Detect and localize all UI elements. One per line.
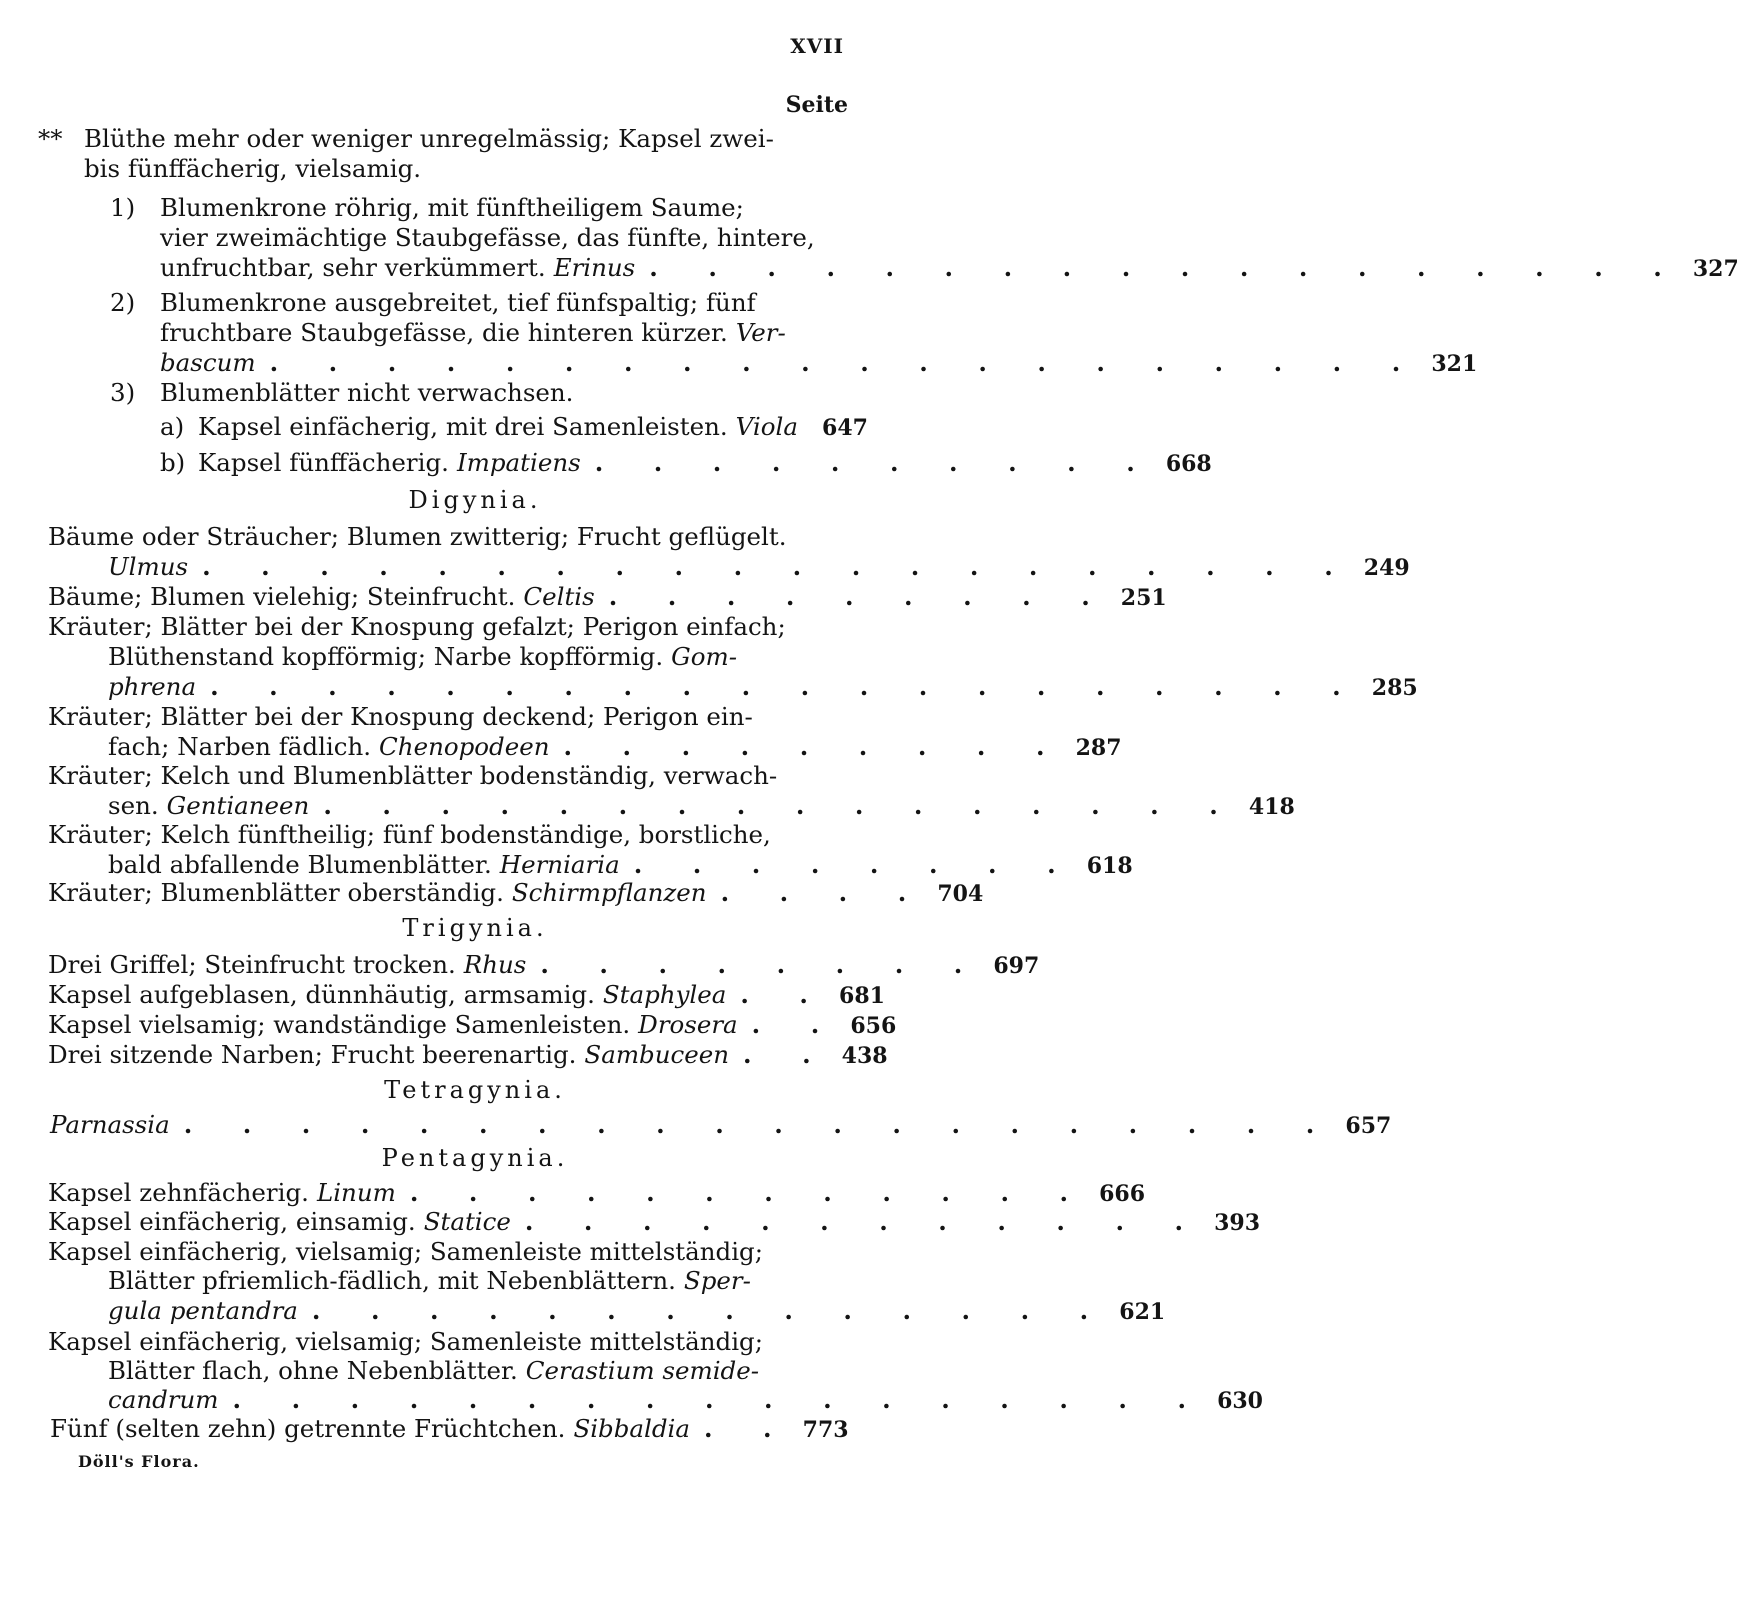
entry-line-with-ref: candrum . . . . . . . . . . . . . . . . . 630	[108, 1385, 1263, 1414]
page-ref: 666	[1099, 1181, 1146, 1207]
entry-line-with-ref: Drei Griffel; Steinfrucht trocken. Rhus . . . . . . . . 697	[48, 950, 1040, 979]
page-ref: 668	[1165, 451, 1212, 477]
entry-line-with-ref: Kapsel einfächerig, einsamig. Statice . . . . . . . . . . . . 393	[48, 1207, 1261, 1236]
page-ref: 630	[1217, 1388, 1263, 1414]
entry-line: Bäume oder Sträucher; Blumen zwitterig; Frucht geflügelt.	[48, 522, 787, 551]
entry-line-with-ref: Kapsel vielsamig; wandständige Samenleisten. Drosera . . 656	[48, 1010, 897, 1039]
page-ref: 621	[1119, 1299, 1166, 1325]
item-number: 3)	[110, 378, 136, 407]
subitem-letter: b)	[160, 448, 186, 477]
entry-line-with-ref: Kapsel einfächerig, mit drei Samenleisten. Viola 647	[198, 412, 868, 441]
double-asterisk-marker: **	[38, 124, 63, 153]
entry-line-with-ref: bald abfallende Blumenblätter. Herniaria . . . . . . . . 618	[108, 850, 1133, 879]
entry-line-with-ref: fach; Narben fädlich. Chenopodeen . . . . . . . . . 287	[108, 732, 1122, 761]
entry-line: vier zweimächtige Staubgefässe, das fünfte, hintere,	[160, 223, 815, 252]
section-heading-digynia: Digynia.	[408, 486, 542, 514]
page-ref: 657	[1345, 1113, 1392, 1139]
column-header-seite: Seite	[785, 92, 848, 118]
entry-line: Blüthenstand kopfförmig; Narbe kopfförmig. Gom-	[108, 642, 737, 671]
entry-line: Blätter pfriemlich-fädlich, mit Nebenblättern. Sper-	[108, 1266, 751, 1295]
entry-line-with-ref: Kapsel zehnfächerig. Linum . . . . . . . . . . . . 666	[48, 1178, 1146, 1207]
entry-line: Blumenblätter nicht verwachsen.	[160, 378, 574, 407]
entry-line: Kräuter; Blätter bei der Knospung gefalzt; Perigon einfach;	[48, 612, 786, 641]
entry-line: Blätter flach, ohne Nebenblätter. Cerastium semide-	[108, 1356, 759, 1385]
entry-line: Kapsel einfächerig, vielsamig; Samenleiste mittelständig;	[48, 1327, 763, 1356]
entry-line-with-ref: Bäume; Blumen vielehig; Steinfrucht. Celtis . . . . . . . . . 251	[48, 582, 1167, 611]
entry-line-with-ref: Kräuter; Blumenblätter oberständig. Schirmpflanzen . . . . 704	[48, 878, 984, 907]
entry-line-with-ref: unfruchtbar, sehr verkümmert. Erinus . . . . . . . . . . . . . . . . . . 327	[160, 253, 1739, 282]
entry-line: Blumenkrone röhrig, mit fünftheiligem Saume;	[160, 193, 744, 222]
page-ref: 321	[1431, 351, 1478, 377]
entry-line: bis fünffächerig, vielsamig.	[84, 154, 422, 183]
page-ref: 618	[1086, 853, 1133, 879]
entry-line-with-ref: sen. Gentianeen . . . . . . . . . . . . . . . . 418	[108, 791, 1295, 820]
page-ref: 249	[1363, 555, 1410, 581]
page-ref: 681	[839, 983, 885, 1009]
entry-line-with-ref: Ulmus . . . . . . . . . . . . . . . . . . . . 249	[108, 552, 1410, 581]
section-heading-tetragynia: Tetragynia.	[384, 1076, 566, 1104]
entry-line-with-ref: Fünf (selten zehn) getrennte Früchtchen. Sibbaldia . . 773	[50, 1414, 849, 1443]
entry-line: Blumenkrone ausgebreitet, tief fünfspaltig; fünf	[160, 288, 756, 317]
page-ref: 327	[1692, 256, 1739, 282]
entry-line: Kräuter; Blätter bei der Knospung deckend; Perigon ein-	[48, 702, 753, 731]
entry-line-with-ref: phrena . . . . . . . . . . . . . . . . . . . . 285	[108, 672, 1418, 701]
entry-line-with-ref: Kapsel aufgeblasen, dünnhäutig, armsamig. Staphylea . . 681	[48, 980, 885, 1009]
page-ref: 287	[1075, 735, 1122, 761]
item-number: 1)	[110, 193, 136, 222]
page-ref: 251	[1120, 585, 1167, 611]
item-number: 2)	[110, 288, 136, 317]
entry-line: Blüthe mehr oder weniger unregelmässig; Kapsel zwei-	[84, 124, 774, 153]
entry-line: Kräuter; Kelch und Blumenblätter bodenständig, verwach-	[48, 761, 778, 790]
subitem-letter: a)	[160, 412, 185, 441]
page-ref: 285	[1371, 675, 1418, 701]
entry-line: fruchtbare Staubgefässe, die hinteren kürzer. Ver-	[160, 318, 786, 347]
page-number: XVII	[790, 34, 844, 58]
page-ref: 697	[993, 953, 1040, 979]
entry-line-with-ref: Kapsel fünffächerig. Impatiens . . . . . . . . . . 668	[198, 448, 1212, 477]
page-ref: 647	[822, 415, 868, 441]
entry-line: Kräuter; Kelch fünftheilig; fünf bodenständige, borstliche,	[48, 820, 771, 849]
entry-line-with-ref: Drei sitzende Narben; Frucht beerenartig. Sambuceen . . 438	[48, 1040, 888, 1069]
signature-mark: Döll's Flora.	[78, 1452, 200, 1471]
page-ref: 773	[802, 1417, 849, 1443]
page-ref: 438	[841, 1043, 888, 1069]
section-heading-pentagynia: Pentagynia.	[381, 1144, 569, 1172]
page-ref: 656	[850, 1013, 897, 1039]
entry-line-with-ref: gula pentandra . . . . . . . . . . . . . . 621	[108, 1296, 1166, 1325]
page-ref: 704	[937, 881, 984, 907]
page-ref: 418	[1248, 794, 1295, 820]
entry-line-with-ref: Parnassia . . . . . . . . . . . . . . . . . . . . 657	[50, 1110, 1392, 1139]
entry-line: Kapsel einfächerig, vielsamig; Samenleiste mittelständig;	[48, 1237, 763, 1266]
entry-line-with-ref: bascum . . . . . . . . . . . . . . . . . . . . 321	[160, 348, 1478, 377]
page-ref: 393	[1214, 1210, 1261, 1236]
section-heading-trigynia: Trigynia.	[402, 914, 548, 942]
